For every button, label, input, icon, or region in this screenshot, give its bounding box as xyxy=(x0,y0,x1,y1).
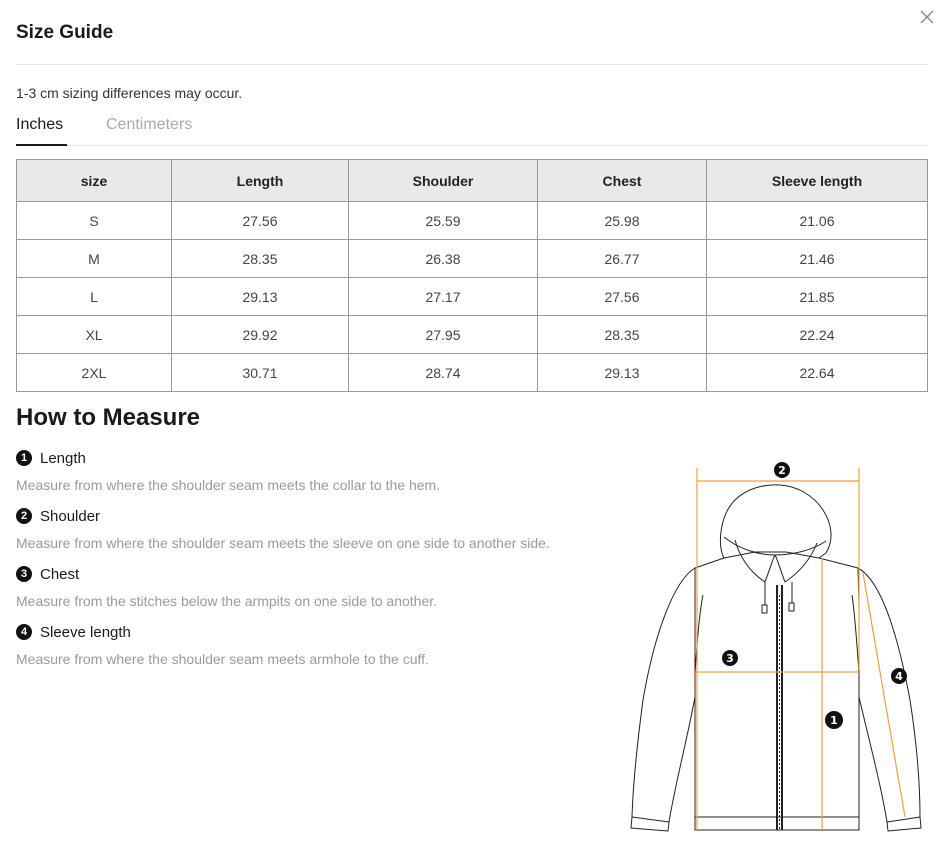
cell-sleeve-length: 21.85 xyxy=(707,278,928,316)
cell-length: 30.71 xyxy=(172,354,349,392)
cell-sleeve-length: 21.06 xyxy=(707,202,928,240)
number-badge-icon: 4 xyxy=(16,624,32,640)
table-row xyxy=(17,316,928,354)
header-divider xyxy=(16,64,928,65)
table-row xyxy=(17,202,928,240)
marker-2-icon xyxy=(774,462,790,478)
measure-item-length xyxy=(16,448,440,493)
marker-4-icon xyxy=(891,668,907,684)
tab-centimeters[interactable]: Centimeters xyxy=(106,116,193,133)
header-shoulder: Shoulder xyxy=(349,160,538,202)
measure-label: Chest xyxy=(40,565,80,583)
header-length: Length xyxy=(172,160,349,202)
cell-chest: 26.77 xyxy=(538,240,707,278)
measure-description: Measure from where the shoulder seam meets the sleeve on one side to another side. xyxy=(16,535,550,551)
cell-chest: 29.13 xyxy=(538,354,707,392)
cell-chest: 27.56 xyxy=(538,278,707,316)
close-icon xyxy=(918,8,936,26)
how-to-measure-title: How to Measure xyxy=(16,404,201,431)
header-chest: Chest xyxy=(538,160,707,202)
cell-length: 29.13 xyxy=(172,278,349,316)
cell-shoulder: 27.95 xyxy=(349,316,538,354)
measure-label: Length xyxy=(40,449,86,467)
cell-shoulder: 25.59 xyxy=(349,202,538,240)
measure-item-sleeve-length xyxy=(16,622,429,667)
hoodie-illustration xyxy=(625,455,930,840)
sizing-note: 1-3 cm sizing differences may occur. xyxy=(16,85,243,101)
svg-text:1: 1 xyxy=(830,714,838,727)
cell-chest: 25.98 xyxy=(538,202,707,240)
header-size: size xyxy=(17,160,172,202)
number-badge-icon: 2 xyxy=(16,508,32,524)
table-row xyxy=(17,354,928,392)
tab-inches[interactable]: Inches xyxy=(16,116,67,146)
cell-chest: 28.35 xyxy=(538,316,707,354)
cell-sleeve-length: 22.24 xyxy=(707,316,928,354)
cell-shoulder: 26.38 xyxy=(349,240,538,278)
marker-3-icon xyxy=(722,650,738,666)
cell-shoulder: 28.74 xyxy=(349,354,538,392)
cell-shoulder: 27.17 xyxy=(349,278,538,316)
cell-size: 2XL xyxy=(17,354,172,392)
table-row xyxy=(17,278,928,316)
measure-description: Measure from where the shoulder seam meets armhole to the cuff. xyxy=(16,651,429,667)
number-badge-icon: 1 xyxy=(16,450,32,466)
svg-text:2: 2 xyxy=(778,464,786,477)
cell-size: S xyxy=(17,202,172,240)
measure-description: Measure from where the shoulder seam meets the collar to the hem. xyxy=(16,477,441,493)
cell-length: 27.56 xyxy=(172,202,349,240)
cell-size: L xyxy=(17,278,172,316)
marker-1-icon xyxy=(825,711,843,729)
measure-label: Shoulder xyxy=(40,507,101,525)
measure-item-shoulder xyxy=(16,506,550,551)
cell-size: M xyxy=(17,240,172,278)
cell-sleeve-length: 21.46 xyxy=(707,240,928,278)
svg-text:4: 4 xyxy=(895,670,903,683)
cell-sleeve-length: 22.64 xyxy=(707,354,928,392)
cell-length: 29.92 xyxy=(172,316,349,354)
unit-tabs xyxy=(16,114,928,146)
table-row xyxy=(17,240,928,278)
hoodie-diagram xyxy=(625,455,930,840)
measure-label: Sleeve length xyxy=(40,623,131,641)
header-sleeve-length: Sleeve length xyxy=(707,160,928,202)
cell-size: XL xyxy=(17,316,172,354)
number-badge-icon: 3 xyxy=(16,566,32,582)
svg-text:3: 3 xyxy=(726,652,734,665)
measure-description: Measure from the stitches below the armpits on one side to another. xyxy=(16,593,438,609)
measure-item-chest xyxy=(16,564,437,609)
table-header-row xyxy=(17,160,928,202)
cell-length: 28.35 xyxy=(172,240,349,278)
size-table xyxy=(16,159,928,392)
page-title: Size Guide xyxy=(16,22,114,43)
close-button[interactable] xyxy=(918,8,936,26)
